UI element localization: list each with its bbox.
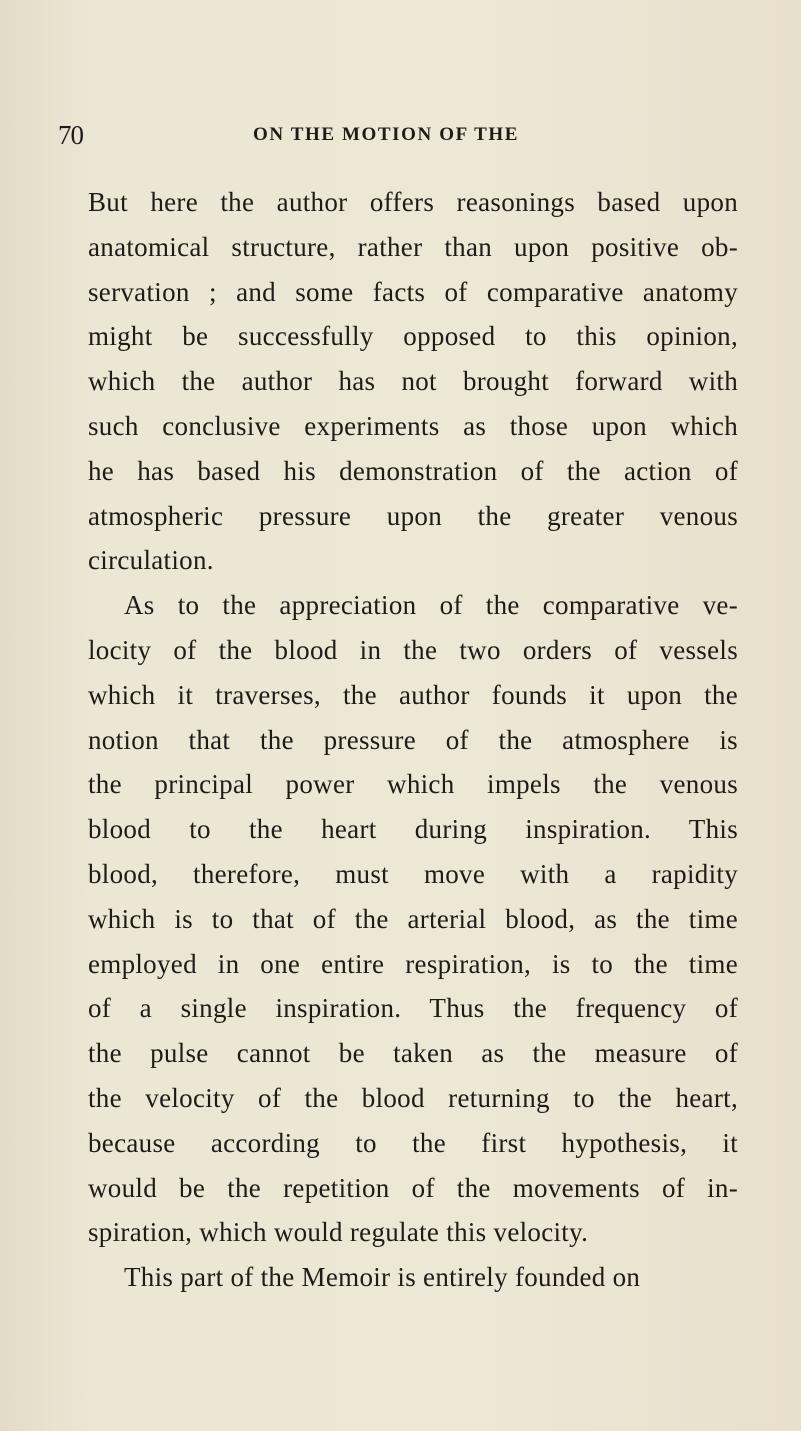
- text-line: he has based his demonstration of the action of: [88, 455, 738, 486]
- text-line: This part of the Memoir is entirely founded on: [124, 1262, 641, 1293]
- text-line: blood, therefore, must move with a rapidity: [88, 858, 738, 889]
- text-line: such conclusive experiments as those upon which: [88, 410, 738, 441]
- text-line: spiration, which would regulate this velocity.: [88, 1217, 589, 1248]
- text-line: because according to the first hypothesis, it: [88, 1127, 738, 1158]
- text-line: atmospheric pressure upon the greater venous: [88, 500, 738, 531]
- running-head-title: ON THE MOTION OF THE: [253, 124, 520, 145]
- text-line: employed in one entire respiration, is to the time: [88, 948, 738, 979]
- text-line: the velocity of the blood returning to the heart,: [88, 1082, 738, 1113]
- text-line: might be successfully opposed to this opinion,: [88, 321, 738, 352]
- text-line: anatomical structure, rather than upon positive ob-: [88, 231, 738, 262]
- text-line: would be the repetition of the movements of in-: [88, 1172, 738, 1203]
- running-head: [58, 120, 758, 156]
- text-line: notion that the pressure of the atmosphere is: [88, 724, 738, 755]
- text-line: But here the author offers reasonings based upon: [88, 187, 738, 217]
- text-line: As to the appreciation of the comparative ve-: [124, 590, 738, 621]
- text-line: which is to that of the arterial blood, as the time: [88, 903, 738, 934]
- text-line: locity of the blood in the two orders of vessels: [88, 634, 738, 665]
- text-line: circulation.: [88, 545, 214, 576]
- page-number: 70: [58, 120, 83, 150]
- text-line: which the author has not brought forward with: [88, 366, 738, 397]
- text-line: of a single inspiration. Thus the frequency of: [88, 993, 738, 1024]
- text-line: which it traverses, the author founds it upon the: [88, 679, 738, 710]
- text-line: the pulse cannot be taken as the measure of: [88, 1038, 738, 1069]
- text-line: the principal power which impels the venous: [88, 769, 738, 800]
- text-line: blood to the heart during inspiration. This: [88, 814, 738, 845]
- text-line: servation ; and some facts of comparative anatomy: [88, 276, 738, 307]
- body-text: [88, 180, 738, 1300]
